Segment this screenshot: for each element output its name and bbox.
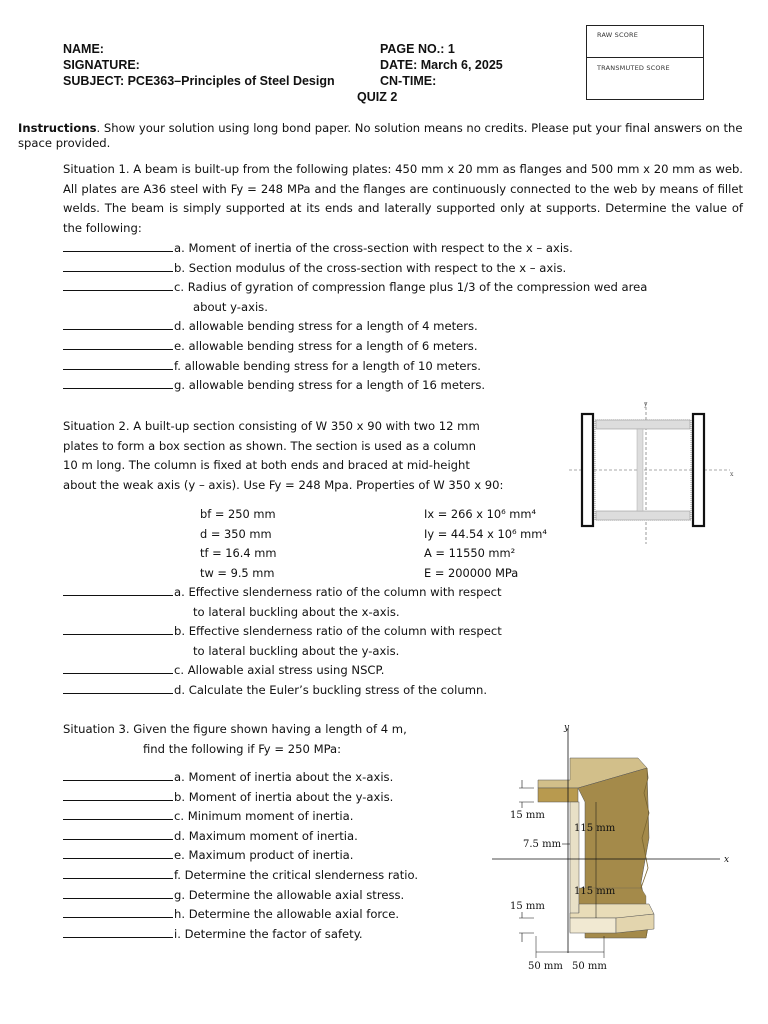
name-label: NAME: xyxy=(63,42,104,56)
answer-blank[interactable] xyxy=(63,358,173,370)
prop-area: A = 11550 mm² xyxy=(424,546,516,560)
prop-ix: Ix = 266 x 10⁶ mm⁴ xyxy=(424,507,537,521)
bottom-flange-front xyxy=(570,918,616,933)
answer-blank[interactable] xyxy=(63,662,173,674)
situation1-item-b: b. Section modulus of the cross-section with respect to the x – axis. xyxy=(63,259,753,279)
situation3-intro2: find the following if Fy = 250 MPa: xyxy=(143,742,342,756)
situation3-item-c: c. Minimum moment of inertia. xyxy=(63,807,418,827)
quiz-title: QUIZ 2 xyxy=(357,90,398,104)
situation2-item-c: c. Allowable axial stress using NSCP. xyxy=(63,661,502,681)
situation2-intro: Situation 2. A built-up section consisting of W 350 x 90 with two 12 mm plates to form a box section as shown. The section is used as a column 10 m long. The column is fixed at both ends and braced at mid-height about the weak axis (y – axis). Use Fy = 248 Mpa. Properties of W 350 x 90: xyxy=(63,419,504,492)
situation2-item-b: b. Effective slenderness ratio of the column with respect xyxy=(63,622,502,642)
cn-time-label: CN-TIME: xyxy=(380,74,437,88)
situation2-item-d: d. Calculate the Euler’s buckling stress of the column. xyxy=(63,681,502,701)
left-plate xyxy=(582,414,593,526)
answer-blank[interactable] xyxy=(63,682,173,694)
situation1-item-e: e. allowable bending stress for a length of 6 meters. xyxy=(63,337,753,357)
answer-blank[interactable] xyxy=(63,867,173,879)
answer-blank[interactable] xyxy=(63,240,173,252)
situation3-item-i: i. Determine the factor of safety. xyxy=(63,925,418,945)
answer-blank[interactable] xyxy=(63,926,173,938)
situation1-item-g: g. allowable bending stress for a length of 16 meters. xyxy=(63,376,753,396)
situation2-item-b-cont: to lateral buckling about the y-axis. xyxy=(193,643,400,658)
situation3-item-f: f. Determine the critical slenderness ratio. xyxy=(63,866,418,886)
date-label: DATE: March 6, 2025 xyxy=(380,58,503,72)
situation3-item-a: a. Moment of inertia about the x-axis. xyxy=(63,768,418,788)
answer-blank[interactable] xyxy=(63,769,173,781)
z-section-figure xyxy=(486,718,748,976)
situation2-item-a: a. Effective slenderness ratio of the column with respect xyxy=(63,583,502,603)
score-divider xyxy=(587,57,703,58)
raw-score-label: RAW SCORE xyxy=(597,31,639,39)
dim-bottom-flange: 15 mm xyxy=(510,901,545,912)
fig2-x-label: x xyxy=(730,471,734,478)
subject-line: SUBJECT: PCE363–Principles of Steel Design xyxy=(63,74,335,88)
situation1-item-c-cont: about y-axis. xyxy=(193,299,268,314)
situation1-items xyxy=(63,239,753,396)
prop-d: d = 350 mm xyxy=(200,527,272,541)
fig3-x-label: x xyxy=(724,855,730,865)
instructions-text: . Show your solution using long bond paper. No solution means no credits. Please put your final answers on the space provided. xyxy=(18,121,743,150)
instructions xyxy=(18,121,746,151)
page-number: PAGE NO.: 1 xyxy=(380,42,455,56)
transmuted-score-label: TRANSMUTED SCORE xyxy=(597,64,670,72)
box-section-figure xyxy=(565,398,745,548)
w-web xyxy=(637,429,643,511)
right-plate xyxy=(693,414,704,526)
answer-blank[interactable] xyxy=(63,260,173,272)
bottom-flange xyxy=(596,511,690,520)
dim-right-width: 50 mm xyxy=(572,961,607,972)
answer-blank[interactable] xyxy=(63,318,173,330)
instructions-label: Instructions xyxy=(18,121,97,135)
situation1-intro: Situation 1. A beam is built-up from the following plates: 450 mm x 20 mm as flanges and 500 mm x 20 mm as web. All plates are A36 steel with Fy = 248 MPa and the flanges are continuously connected to the web by means of fillet welds. The beam is simply supported at its ends and laterally supported only at supports. Determine the value of the following: xyxy=(63,162,743,235)
answer-blank[interactable] xyxy=(63,584,173,596)
situation3-intro: Situation 3. Given the figure shown having a length of 4 m, xyxy=(63,722,407,736)
prop-e: E = 200000 MPa xyxy=(424,566,519,580)
situation1-item-f: f. allowable bending stress for a length of 10 meters. xyxy=(63,357,753,377)
situation2-item-a-cont: to lateral buckling about the x-axis. xyxy=(193,604,400,619)
situation3-item-e: e. Maximum product of inertia. xyxy=(63,846,418,866)
score-box xyxy=(586,25,704,100)
situation3-items xyxy=(63,768,418,944)
answer-blank[interactable] xyxy=(63,808,173,820)
answer-blank[interactable] xyxy=(63,623,173,635)
dim-upper-depth: 115 mm xyxy=(574,823,616,834)
dim-top-flange: 15 mm xyxy=(510,810,545,821)
dim-lower-depth: 115 mm xyxy=(574,886,616,897)
answer-blank[interactable] xyxy=(63,377,173,389)
situation2-items xyxy=(63,583,502,701)
top-flange xyxy=(596,420,690,429)
situation1-item-d: d. allowable bending stress for a length of 4 meters. xyxy=(63,317,753,337)
situation3-item-g: g. Determine the allowable axial stress. xyxy=(63,886,418,906)
answer-blank[interactable] xyxy=(63,789,173,801)
answer-blank[interactable] xyxy=(63,887,173,899)
prop-tf: tf = 16.4 mm xyxy=(200,546,277,560)
fig2-y-label: y xyxy=(644,401,648,408)
web-front xyxy=(570,802,579,932)
answer-blank[interactable] xyxy=(63,906,173,918)
dim-left-width: 50 mm xyxy=(528,961,563,972)
dim-web: 7.5 mm xyxy=(523,839,562,850)
top-flange-front xyxy=(538,788,578,802)
fig3-y-label: y xyxy=(564,723,570,733)
answer-blank[interactable] xyxy=(63,279,173,291)
prop-iy: Iy = 44.54 x 10⁶ mm⁴ xyxy=(424,527,547,541)
situation1-item-a: a. Moment of inertia of the cross-section with respect to the x – axis. xyxy=(63,239,753,259)
answer-blank[interactable] xyxy=(63,338,173,350)
situation1-item-c: c. Radius of gyration of compression flange plus 1/3 of the compression wed area xyxy=(63,278,753,298)
prop-bf: bf = 250 mm xyxy=(200,507,276,521)
situation3-item-h: h. Determine the allowable axial force. xyxy=(63,905,418,925)
situation3-item-d: d. Maximum moment of inertia. xyxy=(63,827,418,847)
answer-blank[interactable] xyxy=(63,828,173,840)
prop-tw: tw = 9.5 mm xyxy=(200,566,275,580)
signature-label: SIGNATURE: xyxy=(63,58,140,72)
situation3-item-b: b. Moment of inertia about the y-axis. xyxy=(63,788,418,808)
answer-blank[interactable] xyxy=(63,847,173,859)
